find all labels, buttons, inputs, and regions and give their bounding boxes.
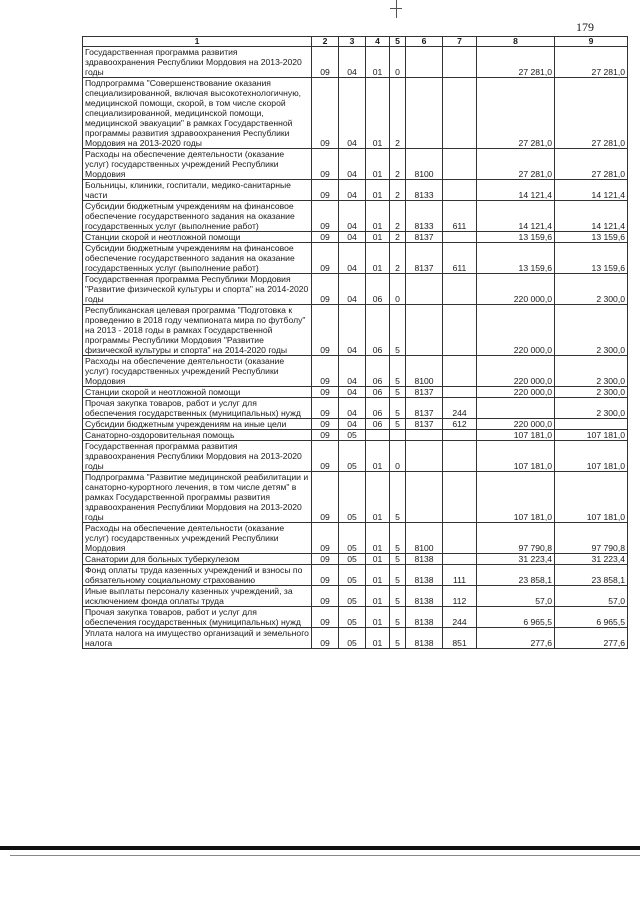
row-value-cell: 2 300,0 bbox=[555, 305, 628, 356]
page-bottom-edge bbox=[0, 846, 640, 850]
row-value-cell bbox=[443, 232, 477, 243]
row-value-cell bbox=[443, 149, 477, 180]
table-row bbox=[83, 201, 628, 232]
row-value-cell: 111 bbox=[443, 565, 477, 586]
row-value-cell: 06 bbox=[366, 356, 390, 387]
row-value-cell: 31 223,4 bbox=[555, 554, 628, 565]
table-row bbox=[83, 274, 628, 305]
row-value-cell: 57,0 bbox=[555, 586, 628, 607]
row-value-cell: 13 159,6 bbox=[555, 232, 628, 243]
row-value-cell: 23 858,1 bbox=[555, 565, 628, 586]
row-value-cell: 23 858,1 bbox=[477, 565, 555, 586]
row-value-cell bbox=[366, 430, 390, 441]
row-value-cell: 13 159,6 bbox=[477, 232, 555, 243]
row-value-cell: 09 bbox=[312, 149, 339, 180]
row-name-cell: Прочая закупка товаров, работ и услуг для обеспечения государственных (муниципальных) нужд bbox=[83, 398, 312, 419]
row-value-cell: 2 300,0 bbox=[555, 398, 628, 419]
row-value-cell bbox=[443, 274, 477, 305]
table-row bbox=[83, 387, 628, 398]
row-value-cell bbox=[443, 78, 477, 149]
row-name-cell: Подпрограмма "Развитие медицинской реабилитации и санаторно-курортного лечения, в том числе детям" в рамках Государственной программы развития здравоохранения Республики Мордовия на 2013-2020 годы bbox=[83, 472, 312, 523]
row-value-cell: 05 bbox=[339, 523, 366, 554]
row-value-cell: 5 bbox=[390, 586, 406, 607]
row-value-cell: 5 bbox=[390, 356, 406, 387]
row-name-cell: Республиканская целевая программа "Подготовка к проведению в 2018 году чемпионата мира по футболу" на 2013 - 2018 годы в рамках Государственной программы Республики Мордовия "Развитие физической культуры и спорта" на 2014-2020 годы bbox=[83, 305, 312, 356]
row-value-cell: 04 bbox=[339, 232, 366, 243]
row-value-cell: 107 181,0 bbox=[555, 472, 628, 523]
row-value-cell: 107 181,0 bbox=[555, 430, 628, 441]
row-value-cell: 01 bbox=[366, 47, 390, 78]
row-value-cell: 851 bbox=[443, 628, 477, 649]
row-value-cell: 0 bbox=[390, 274, 406, 305]
row-value-cell: 6 965,5 bbox=[477, 607, 555, 628]
scan-mark bbox=[390, 8, 402, 9]
row-value-cell: 5 bbox=[390, 607, 406, 628]
row-value-cell: 05 bbox=[339, 586, 366, 607]
row-name-cell: Государственная программа развития здравоохранения Республики Мордовия на 2013-2020 годы bbox=[83, 47, 312, 78]
row-value-cell: 611 bbox=[443, 201, 477, 232]
row-value-cell: 06 bbox=[366, 305, 390, 356]
column-header: 2 bbox=[312, 37, 339, 47]
row-value-cell bbox=[443, 441, 477, 472]
table-row bbox=[83, 586, 628, 607]
row-value-cell: 09 bbox=[312, 180, 339, 201]
row-value-cell: 06 bbox=[366, 274, 390, 305]
row-value-cell: 27 281,0 bbox=[555, 47, 628, 78]
row-value-cell: 220 000,0 bbox=[477, 274, 555, 305]
row-value-cell: 01 bbox=[366, 149, 390, 180]
row-value-cell: 6 965,5 bbox=[555, 607, 628, 628]
row-value-cell: 01 bbox=[366, 607, 390, 628]
row-name-cell: Прочая закупка товаров, работ и услуг для обеспечения государственных (муниципальных) нужд bbox=[83, 607, 312, 628]
row-value-cell: 04 bbox=[339, 419, 366, 430]
table-row bbox=[83, 607, 628, 628]
row-value-cell: 01 bbox=[366, 180, 390, 201]
row-value-cell bbox=[443, 472, 477, 523]
row-value-cell: 2 300,0 bbox=[555, 356, 628, 387]
row-value-cell: 04 bbox=[339, 149, 366, 180]
table-row bbox=[83, 430, 628, 441]
row-value-cell: 09 bbox=[312, 201, 339, 232]
row-value-cell: 09 bbox=[312, 565, 339, 586]
table-row bbox=[83, 47, 628, 78]
row-value-cell bbox=[406, 78, 443, 149]
row-value-cell: 04 bbox=[339, 180, 366, 201]
row-value-cell: 8100 bbox=[406, 356, 443, 387]
row-value-cell bbox=[443, 305, 477, 356]
page-number: 179 bbox=[576, 20, 594, 34]
column-header: 9 bbox=[555, 37, 628, 47]
row-value-cell bbox=[443, 430, 477, 441]
row-value-cell: 107 181,0 bbox=[555, 441, 628, 472]
table-row bbox=[83, 232, 628, 243]
row-value-cell: 09 bbox=[312, 356, 339, 387]
row-value-cell: 31 223,4 bbox=[477, 554, 555, 565]
row-value-cell: 05 bbox=[339, 441, 366, 472]
row-value-cell: 04 bbox=[339, 398, 366, 419]
row-value-cell: 5 bbox=[390, 554, 406, 565]
row-value-cell bbox=[406, 472, 443, 523]
row-value-cell: 01 bbox=[366, 523, 390, 554]
row-value-cell: 14 121,4 bbox=[477, 201, 555, 232]
row-value-cell: 14 121,4 bbox=[555, 201, 628, 232]
row-value-cell: 01 bbox=[366, 78, 390, 149]
row-value-cell: 06 bbox=[366, 419, 390, 430]
row-name-cell: Расходы на обеспечение деятельности (оказание услуг) государственных учреждений Республики Мордовия bbox=[83, 356, 312, 387]
row-value-cell: 8138 bbox=[406, 586, 443, 607]
row-value-cell: 01 bbox=[366, 441, 390, 472]
row-value-cell: 277,6 bbox=[477, 628, 555, 649]
row-value-cell: 04 bbox=[339, 78, 366, 149]
row-name-cell: Санаторно-оздоровительная помощь bbox=[83, 430, 312, 441]
row-value-cell: 8138 bbox=[406, 607, 443, 628]
row-value-cell: 09 bbox=[312, 586, 339, 607]
row-value-cell: 14 121,4 bbox=[477, 180, 555, 201]
row-name-cell: Санатории для больных туберкулезом bbox=[83, 554, 312, 565]
row-value-cell: 09 bbox=[312, 628, 339, 649]
row-value-cell: 04 bbox=[339, 274, 366, 305]
table-row bbox=[83, 441, 628, 472]
table-row bbox=[83, 554, 628, 565]
row-name-cell: Государственная программа Республики Мордовия "Развитие физической культуры и спорта" на 2014-2020 годы bbox=[83, 274, 312, 305]
row-value-cell: 5 bbox=[390, 565, 406, 586]
column-header: 4 bbox=[366, 37, 390, 47]
row-value-cell: 09 bbox=[312, 305, 339, 356]
row-value-cell: 04 bbox=[339, 387, 366, 398]
row-value-cell bbox=[443, 47, 477, 78]
row-value-cell: 04 bbox=[339, 305, 366, 356]
row-name-cell: Субсидии бюджетным учреждениям на иные цели bbox=[83, 419, 312, 430]
row-value-cell: 107 181,0 bbox=[477, 430, 555, 441]
row-value-cell: 5 bbox=[390, 419, 406, 430]
table-row bbox=[83, 356, 628, 387]
row-value-cell: 220 000,0 bbox=[477, 419, 555, 430]
row-value-cell: 09 bbox=[312, 419, 339, 430]
row-value-cell: 27 281,0 bbox=[555, 149, 628, 180]
row-value-cell: 5 bbox=[390, 472, 406, 523]
row-value-cell: 05 bbox=[339, 472, 366, 523]
table-header-row bbox=[83, 37, 628, 47]
row-value-cell: 57,0 bbox=[477, 586, 555, 607]
row-value-cell: 04 bbox=[339, 243, 366, 274]
row-name-cell: Субсидии бюджетным учреждениям на финансовое обеспечение государственного задания на оказание государственных услуг (выполнение работ) bbox=[83, 243, 312, 274]
row-value-cell: 05 bbox=[339, 607, 366, 628]
table-row bbox=[83, 628, 628, 649]
row-value-cell: 2 300,0 bbox=[555, 387, 628, 398]
row-value-cell: 06 bbox=[366, 398, 390, 419]
row-value-cell: 8137 bbox=[406, 243, 443, 274]
row-value-cell: 244 bbox=[443, 607, 477, 628]
column-header: 8 bbox=[477, 37, 555, 47]
row-value-cell: 01 bbox=[366, 554, 390, 565]
row-name-cell: Уплата налога на имущество организаций и земельного налога bbox=[83, 628, 312, 649]
row-value-cell: 0 bbox=[390, 441, 406, 472]
table-row bbox=[83, 78, 628, 149]
row-value-cell: 01 bbox=[366, 232, 390, 243]
row-value-cell: 09 bbox=[312, 398, 339, 419]
row-value-cell bbox=[477, 398, 555, 419]
row-value-cell: 8138 bbox=[406, 628, 443, 649]
row-name-cell: Станции скорой и неотложной помощи bbox=[83, 232, 312, 243]
row-value-cell: 97 790,8 bbox=[477, 523, 555, 554]
row-value-cell: 611 bbox=[443, 243, 477, 274]
row-value-cell: 05 bbox=[339, 430, 366, 441]
row-value-cell: 27 281,0 bbox=[477, 47, 555, 78]
row-value-cell: 8100 bbox=[406, 523, 443, 554]
row-value-cell: 220 000,0 bbox=[477, 356, 555, 387]
table-row bbox=[83, 565, 628, 586]
row-value-cell: 612 bbox=[443, 419, 477, 430]
row-value-cell: 5 bbox=[390, 387, 406, 398]
row-value-cell: 8137 bbox=[406, 387, 443, 398]
table-row bbox=[83, 149, 628, 180]
row-name-cell: Больницы, клиники, госпитали, медико-санитарные части bbox=[83, 180, 312, 201]
row-value-cell: 8138 bbox=[406, 565, 443, 586]
row-value-cell: 14 121,4 bbox=[555, 180, 628, 201]
row-value-cell bbox=[406, 47, 443, 78]
row-name-cell: Расходы на обеспечение деятельности (оказание услуг) государственных учреждений Республики Мордовия bbox=[83, 149, 312, 180]
row-value-cell: 09 bbox=[312, 441, 339, 472]
row-value-cell: 27 281,0 bbox=[477, 149, 555, 180]
table-row bbox=[83, 243, 628, 274]
row-value-cell: 8133 bbox=[406, 180, 443, 201]
row-value-cell: 09 bbox=[312, 607, 339, 628]
row-value-cell: 2 bbox=[390, 180, 406, 201]
row-value-cell: 2 bbox=[390, 78, 406, 149]
row-name-cell: Государственная программа развития здравоохранения Республики Мордовия на 2013-2020 годы bbox=[83, 441, 312, 472]
row-value-cell: 13 159,6 bbox=[477, 243, 555, 274]
row-value-cell bbox=[443, 554, 477, 565]
row-value-cell: 5 bbox=[390, 523, 406, 554]
row-value-cell: 220 000,0 bbox=[477, 387, 555, 398]
column-header: 7 bbox=[443, 37, 477, 47]
row-name-cell: Иные выплаты персоналу казенных учреждений, за исключением фонда оплаты труда bbox=[83, 586, 312, 607]
table-row bbox=[83, 523, 628, 554]
row-name-cell: Субсидии бюджетным учреждениям на финансовое обеспечение государственного задания на оказание государственных услуг (выполнение работ) bbox=[83, 201, 312, 232]
row-value-cell bbox=[406, 274, 443, 305]
row-value-cell: 01 bbox=[366, 201, 390, 232]
row-value-cell: 2 bbox=[390, 243, 406, 274]
scan-mark bbox=[396, 0, 397, 18]
column-header: 6 bbox=[406, 37, 443, 47]
row-value-cell: 27 281,0 bbox=[555, 78, 628, 149]
row-value-cell: 09 bbox=[312, 387, 339, 398]
table-row bbox=[83, 472, 628, 523]
column-header: 1 bbox=[83, 37, 312, 47]
row-value-cell: 0 bbox=[390, 47, 406, 78]
table-row bbox=[83, 398, 628, 419]
row-value-cell: 09 bbox=[312, 78, 339, 149]
row-value-cell: 04 bbox=[339, 201, 366, 232]
row-value-cell: 5 bbox=[390, 398, 406, 419]
row-name-cell: Фонд оплаты труда казенных учреждений и взносы по обязательному социальному страхованию bbox=[83, 565, 312, 586]
row-value-cell: 05 bbox=[339, 554, 366, 565]
row-value-cell bbox=[406, 430, 443, 441]
table-row bbox=[83, 419, 628, 430]
row-value-cell: 5 bbox=[390, 305, 406, 356]
row-value-cell: 8137 bbox=[406, 398, 443, 419]
column-header: 3 bbox=[339, 37, 366, 47]
row-value-cell: 09 bbox=[312, 472, 339, 523]
row-value-cell: 27 281,0 bbox=[477, 78, 555, 149]
row-value-cell: 2 300,0 bbox=[555, 274, 628, 305]
row-value-cell bbox=[443, 356, 477, 387]
row-value-cell: 04 bbox=[339, 356, 366, 387]
row-value-cell: 01 bbox=[366, 472, 390, 523]
row-value-cell: 107 181,0 bbox=[477, 441, 555, 472]
row-value-cell bbox=[406, 441, 443, 472]
row-value-cell bbox=[443, 523, 477, 554]
row-value-cell: 09 bbox=[312, 47, 339, 78]
row-value-cell: 97 790,8 bbox=[555, 523, 628, 554]
table-row bbox=[83, 305, 628, 356]
row-value-cell: 220 000,0 bbox=[477, 305, 555, 356]
row-value-cell: 09 bbox=[312, 274, 339, 305]
row-value-cell bbox=[555, 419, 628, 430]
row-value-cell: 05 bbox=[339, 565, 366, 586]
table-row bbox=[83, 180, 628, 201]
row-value-cell: 8138 bbox=[406, 554, 443, 565]
row-value-cell: 01 bbox=[366, 565, 390, 586]
page-bottom-line bbox=[10, 855, 640, 856]
row-value-cell: 112 bbox=[443, 586, 477, 607]
row-value-cell: 107 181,0 bbox=[477, 472, 555, 523]
row-value-cell: 2 bbox=[390, 149, 406, 180]
row-value-cell bbox=[406, 305, 443, 356]
row-value-cell: 2 bbox=[390, 201, 406, 232]
row-value-cell: 04 bbox=[339, 47, 366, 78]
row-value-cell: 09 bbox=[312, 430, 339, 441]
row-value-cell: 09 bbox=[312, 523, 339, 554]
row-value-cell: 09 bbox=[312, 232, 339, 243]
row-value-cell: 09 bbox=[312, 243, 339, 274]
table-body bbox=[83, 47, 628, 649]
row-name-cell: Расходы на обеспечение деятельности (оказание услуг) государственных учреждений Республики Мордовия bbox=[83, 523, 312, 554]
row-name-cell: Станции скорой и неотложной помощи bbox=[83, 387, 312, 398]
row-value-cell bbox=[443, 387, 477, 398]
row-value-cell: 8137 bbox=[406, 419, 443, 430]
column-header: 5 bbox=[390, 37, 406, 47]
row-value-cell: 01 bbox=[366, 243, 390, 274]
row-value-cell: 2 bbox=[390, 232, 406, 243]
row-value-cell bbox=[443, 180, 477, 201]
budget-table bbox=[82, 36, 628, 649]
row-value-cell: 5 bbox=[390, 628, 406, 649]
row-name-cell: Подпрограмма "Совершенствование оказания специализированной, включая высокотехнологичную, медицинской помощи, скорой, в том числе скорой специализированной, медицинской помощи, медицинской эвакуации" в рамках Государственной программы развития здравоохранения Республики Мордовия на 2013-2020 годы bbox=[83, 78, 312, 149]
row-value-cell: 8137 bbox=[406, 232, 443, 243]
row-value-cell: 244 bbox=[443, 398, 477, 419]
row-value-cell: 09 bbox=[312, 554, 339, 565]
row-value-cell: 8100 bbox=[406, 149, 443, 180]
row-value-cell: 05 bbox=[339, 628, 366, 649]
row-value-cell: 13 159,6 bbox=[555, 243, 628, 274]
row-value-cell: 01 bbox=[366, 586, 390, 607]
row-value-cell: 8133 bbox=[406, 201, 443, 232]
row-value-cell: 277,6 bbox=[555, 628, 628, 649]
row-value-cell bbox=[390, 430, 406, 441]
row-value-cell: 01 bbox=[366, 628, 390, 649]
row-value-cell: 06 bbox=[366, 387, 390, 398]
